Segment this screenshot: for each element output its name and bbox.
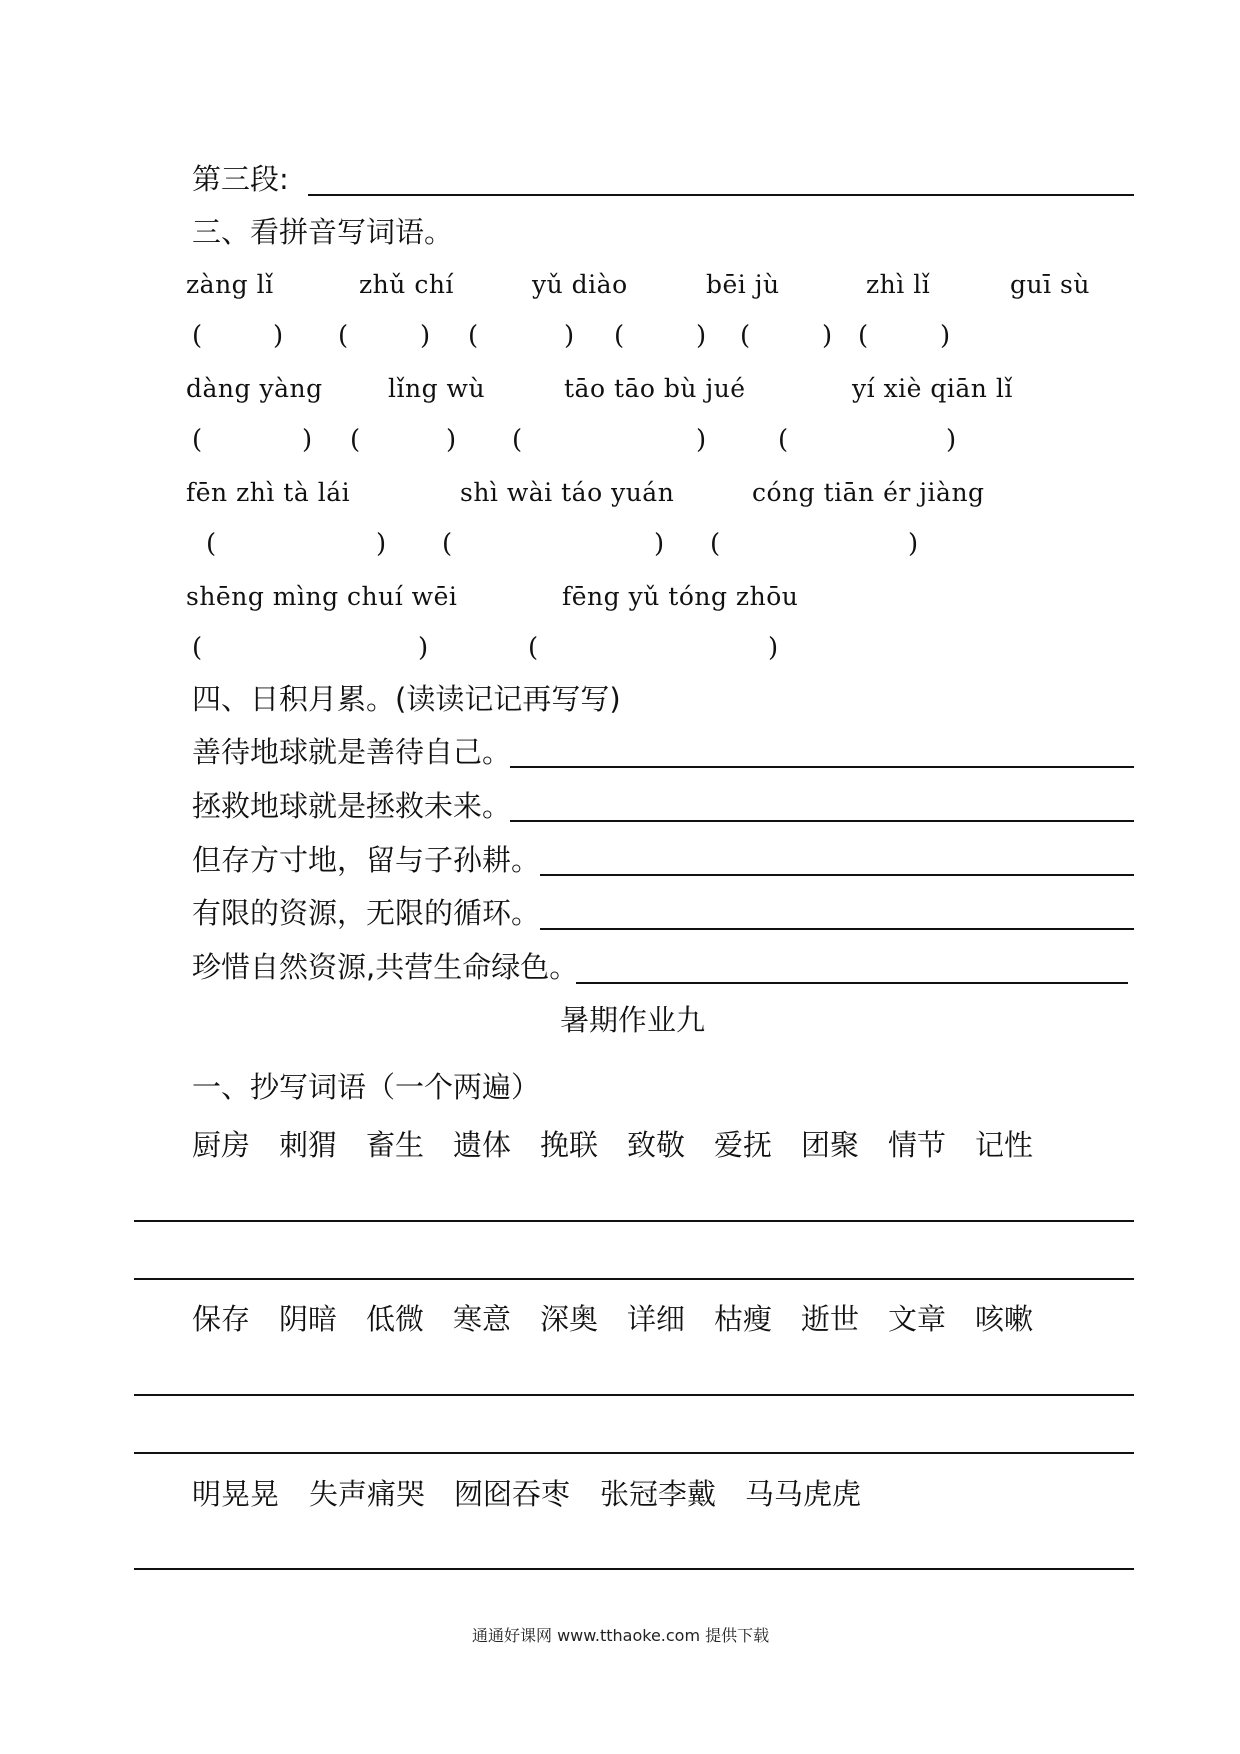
proverb-text: 珍惜自然资源,共营生命绿色。 [192, 950, 579, 984]
copy-words-heading: 一、抄写词语（一个两遍） [192, 1070, 541, 1104]
answer-line[interactable] [576, 982, 1128, 984]
vocab-word: 致敬 [627, 1128, 686, 1162]
vocab-phrase: 马马虎虎 [745, 1477, 862, 1511]
paren-open: ( [338, 321, 349, 351]
paren-open: ( [710, 529, 721, 559]
pinyin-text: cóng tiān ér jiàng [752, 478, 985, 507]
vocab-word: 畜生 [366, 1128, 425, 1162]
vocab-word: 寒意 [453, 1302, 512, 1336]
answer-line[interactable] [540, 928, 1134, 930]
pinyin-text: fēn zhì tà lái [186, 478, 351, 507]
vocab-word: 团聚 [801, 1128, 860, 1162]
vocab-phrase: 囫囵吞枣 [454, 1477, 571, 1511]
paren-open: ( [528, 633, 539, 663]
copy-line[interactable] [134, 1452, 1134, 1454]
paren-close: ) [696, 425, 707, 455]
section-3-heading: 三、看拼音写词语。 [192, 215, 454, 249]
copy-line[interactable] [134, 1220, 1134, 1222]
paren-close: ) [946, 425, 957, 455]
copy-line[interactable] [134, 1568, 1134, 1570]
proverb-text: 拯救地球就是拯救未来。 [192, 789, 512, 823]
vocab-word: 详细 [627, 1302, 686, 1336]
paren-close: ) [654, 529, 665, 559]
paren-open: ( [858, 321, 869, 351]
paren-close: ) [908, 529, 919, 559]
paren-close: ) [418, 633, 429, 663]
answer-line[interactable] [510, 766, 1134, 768]
homework-title: 暑期作业九 [560, 1003, 706, 1037]
paren-close: ) [273, 321, 284, 351]
pinyin-text: yí xiè qiān lǐ [852, 374, 1013, 403]
copy-line[interactable] [134, 1394, 1134, 1396]
paren-open: ( [614, 321, 625, 351]
section-three-para-label: 第三段: [192, 162, 289, 196]
vocab-phrase: 失声痛哭 [309, 1477, 426, 1511]
vocab-word: 逝世 [801, 1302, 860, 1336]
pinyin-text: lǐng wù [388, 374, 486, 403]
vocab-word: 记性 [975, 1128, 1034, 1162]
pinyin-text: yǔ diào [532, 270, 628, 299]
paren-open: ( [778, 425, 789, 455]
paren-close: ) [420, 321, 431, 351]
paren-open: ( [740, 321, 751, 351]
vocab-word: 文章 [888, 1302, 947, 1336]
pinyin-text: bēi jù [706, 270, 780, 299]
pinyin-text: zhǔ chí [359, 270, 454, 299]
vocab-word: 低微 [366, 1302, 425, 1336]
section-4-heading: 四、日积月累。(读读记记再写写) [192, 682, 621, 716]
paren-close: ) [696, 321, 707, 351]
proverb-text: 善待地球就是善待自己。 [192, 735, 512, 769]
vocab-word: 刺猬 [279, 1128, 338, 1162]
paren-close: ) [376, 529, 387, 559]
vocab-word: 遗体 [453, 1128, 512, 1162]
vocab-word: 保存 [192, 1302, 251, 1336]
answer-line[interactable] [510, 820, 1134, 822]
vocab-word: 咳嗽 [975, 1302, 1034, 1336]
paren-close: ) [446, 425, 457, 455]
vocab-word: 深奥 [540, 1302, 599, 1336]
pinyin-text: zhì lǐ [866, 270, 931, 299]
vocab-phrase: 明晃晃 [192, 1477, 280, 1511]
paren-close: ) [822, 321, 833, 351]
paren-close: ) [940, 321, 951, 351]
pinyin-text: tāo tāo bù jué [564, 374, 746, 403]
vocab-word: 挽联 [540, 1128, 599, 1162]
paren-open: ( [468, 321, 479, 351]
vocab-word: 厨房 [192, 1128, 251, 1162]
proverb-text: 但存方寸地，留与子孙耕。 [192, 843, 541, 877]
paren-open: ( [350, 425, 361, 455]
answer-line[interactable] [540, 874, 1134, 876]
pinyin-text: guī sù [1010, 270, 1090, 299]
paren-open: ( [512, 425, 523, 455]
pinyin-text: shēng mìng chuí wēi [186, 582, 458, 611]
paren-open: ( [192, 633, 203, 663]
copy-line[interactable] [134, 1278, 1134, 1280]
paren-close: ) [302, 425, 313, 455]
pinyin-text: dàng yàng [186, 374, 323, 403]
paren-open: ( [442, 529, 453, 559]
vocab-phrase: 张冠李戴 [600, 1477, 717, 1511]
footer-credit: 通通好课网 www.tthaoke.com 提供下载 [472, 1626, 770, 1645]
paren-close: ) [564, 321, 575, 351]
pinyin-text: zàng lǐ [186, 270, 274, 299]
vocab-word: 阴暗 [279, 1302, 338, 1336]
paren-open: ( [192, 425, 203, 455]
answer-line[interactable] [308, 194, 1134, 196]
paren-open: ( [206, 529, 217, 559]
vocab-word: 枯瘦 [714, 1302, 773, 1336]
pinyin-text: fēng yǔ tóng zhōu [562, 582, 799, 611]
vocab-word: 爱抚 [714, 1128, 773, 1162]
pinyin-text: shì wài táo yuán [460, 478, 675, 507]
paren-open: ( [192, 321, 203, 351]
proverb-text: 有限的资源，无限的循环。 [192, 896, 541, 930]
paren-close: ) [768, 633, 779, 663]
vocab-word: 情节 [888, 1128, 947, 1162]
